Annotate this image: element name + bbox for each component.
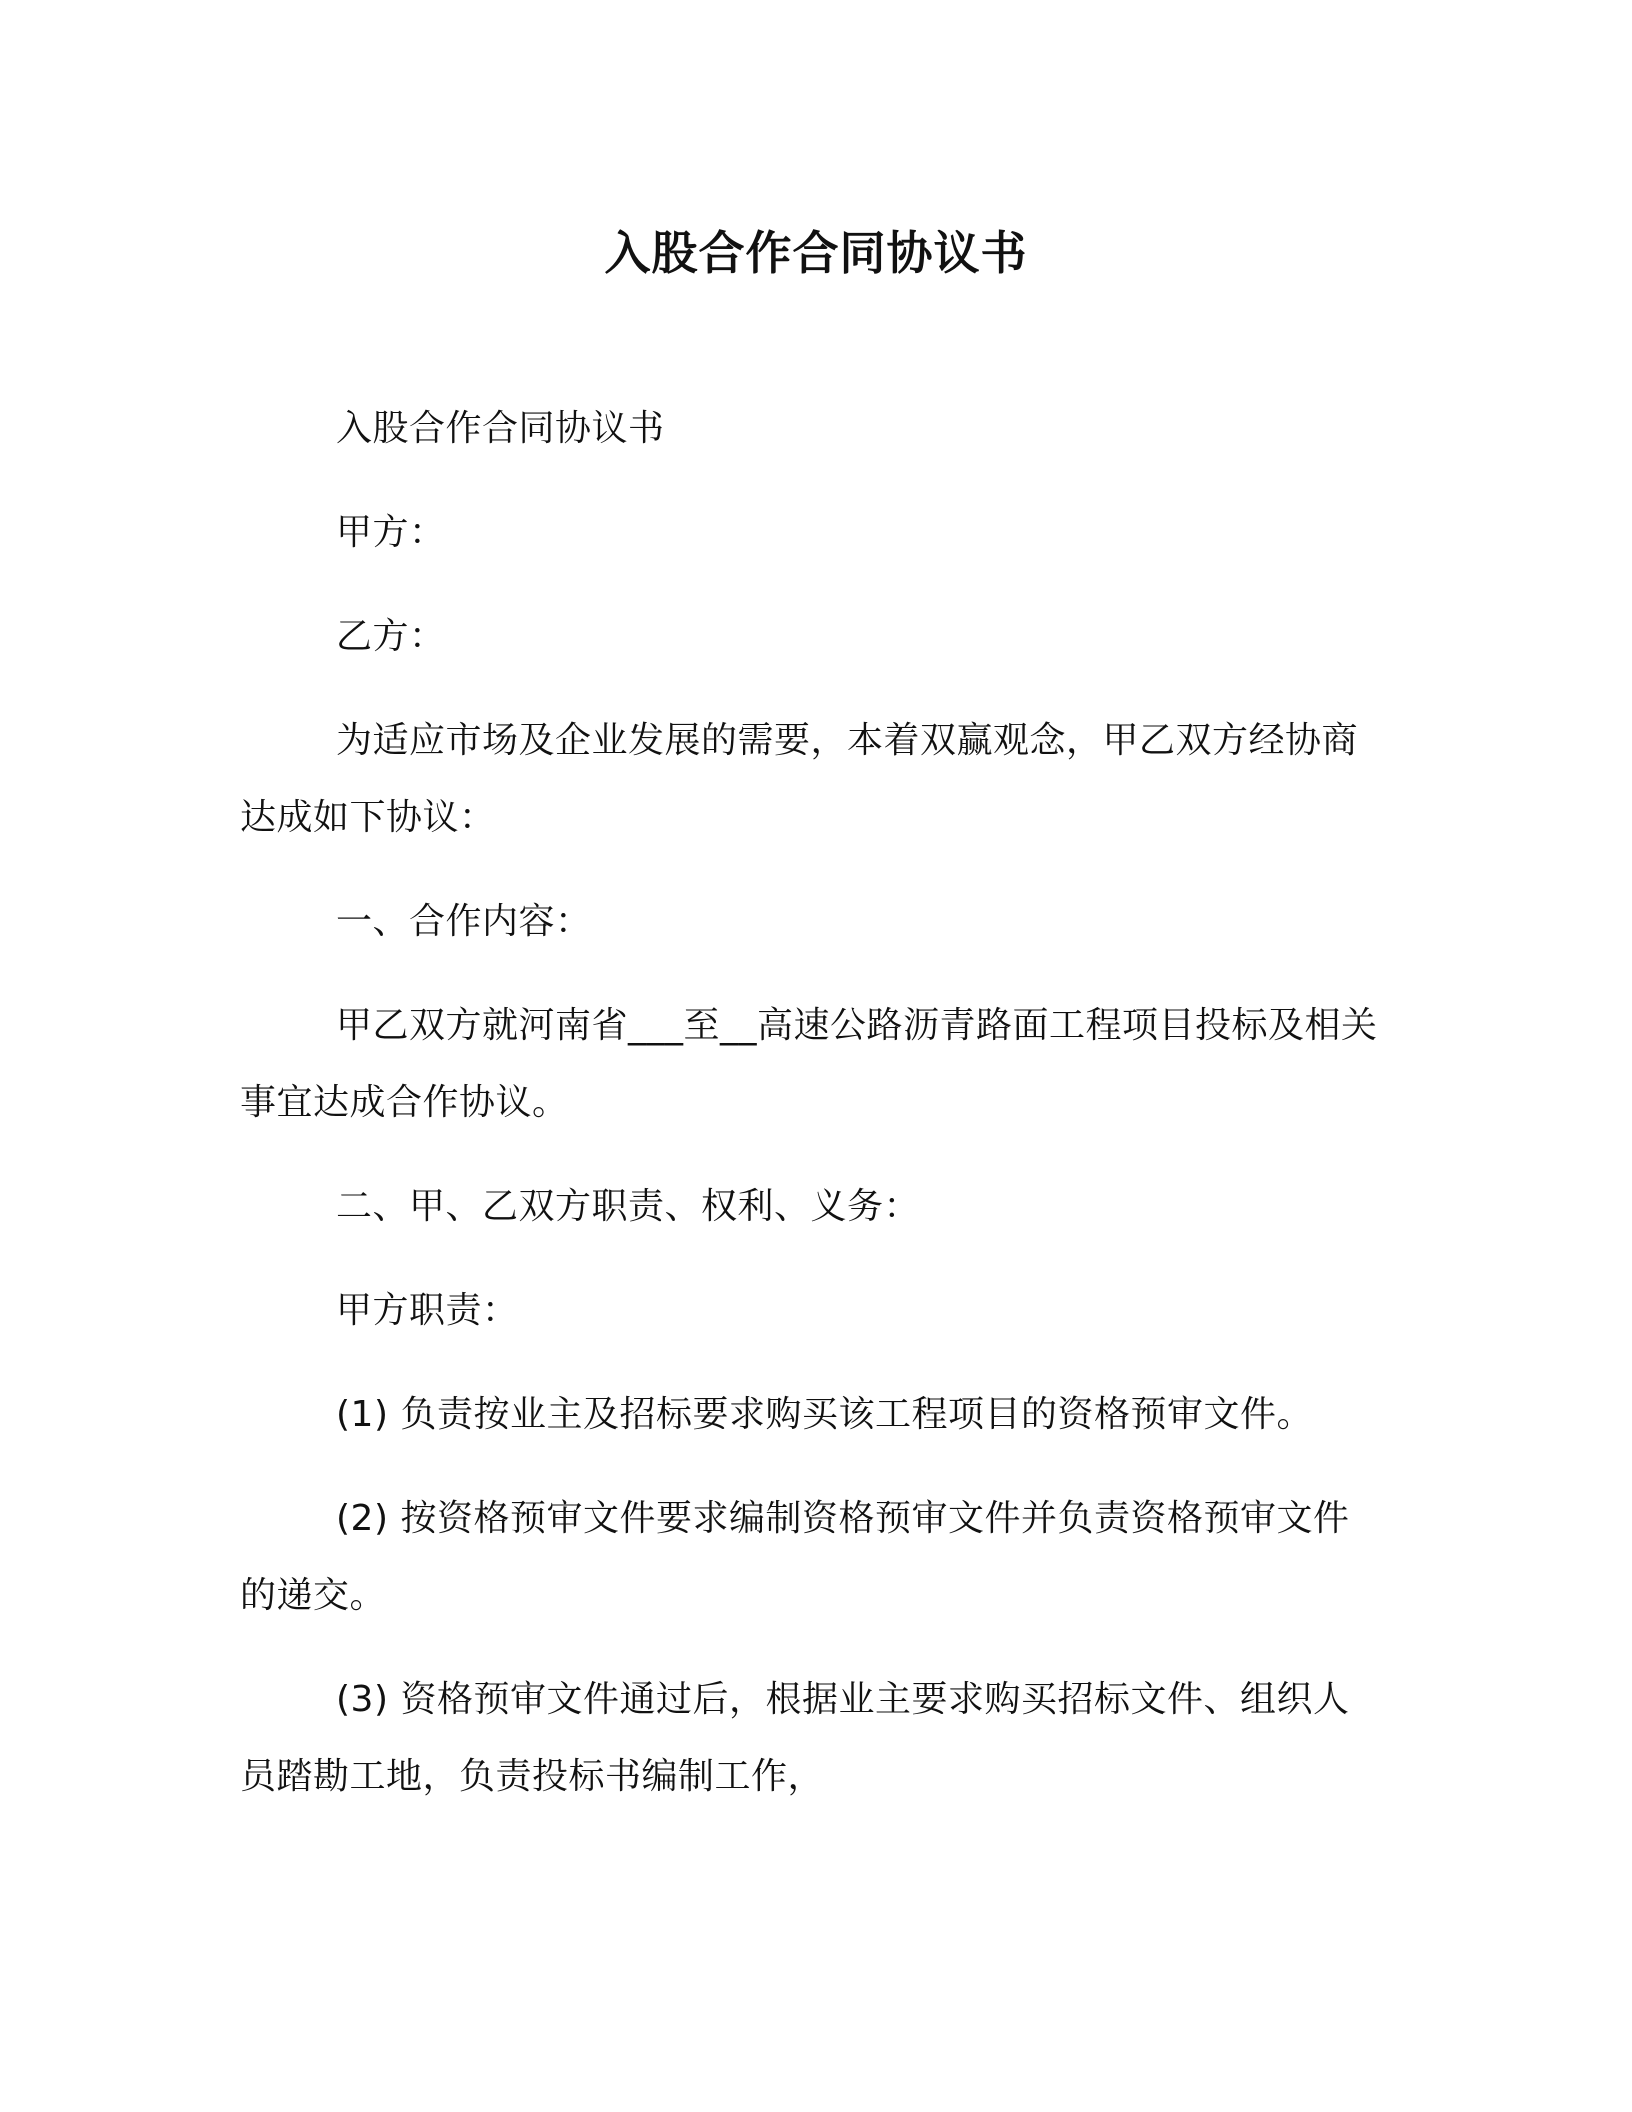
paragraph-party-b: 乙方： — [336, 616, 446, 657]
paragraph-party-a: 甲方： — [336, 512, 446, 553]
document-body — [240, 390, 1380, 1842]
list-item-duty-1: (1) 负责按业主及招标要求购买该工程项目的资格预审文件。 — [336, 1394, 1313, 1435]
paragraph-cooperation-content: 甲乙双方就河南省___至__高速公路沥青路面工程项目投标及相关事宜达成合作协议。 — [240, 1005, 1378, 1123]
paragraph-preamble: 为适应市场及企业发展的需要，本着双赢观念，甲乙双方经协商达成如下协议： — [240, 720, 1359, 838]
subheading-party-a-duties: 甲方职责： — [336, 1290, 519, 1331]
section-heading-duties: 二、甲、乙双方职责、权利、义务： — [336, 1186, 921, 1227]
paragraph-heading-repeat: 入股合作合同协议书 — [336, 408, 665, 449]
list-item-duty-3: (3) 资格预审文件通过后，根据业主要求购买招标文件、组织人员踏勘工地，负责投标书编制工作， — [240, 1679, 1350, 1797]
document-title: 入股合作合同协议书 — [604, 226, 1028, 280]
list-item-duty-2: (2) 按资格预审文件要求编制资格预审文件并负责资格预审文件的递交。 — [240, 1498, 1350, 1616]
section-heading-cooperation: 一、合作内容： — [336, 901, 592, 942]
